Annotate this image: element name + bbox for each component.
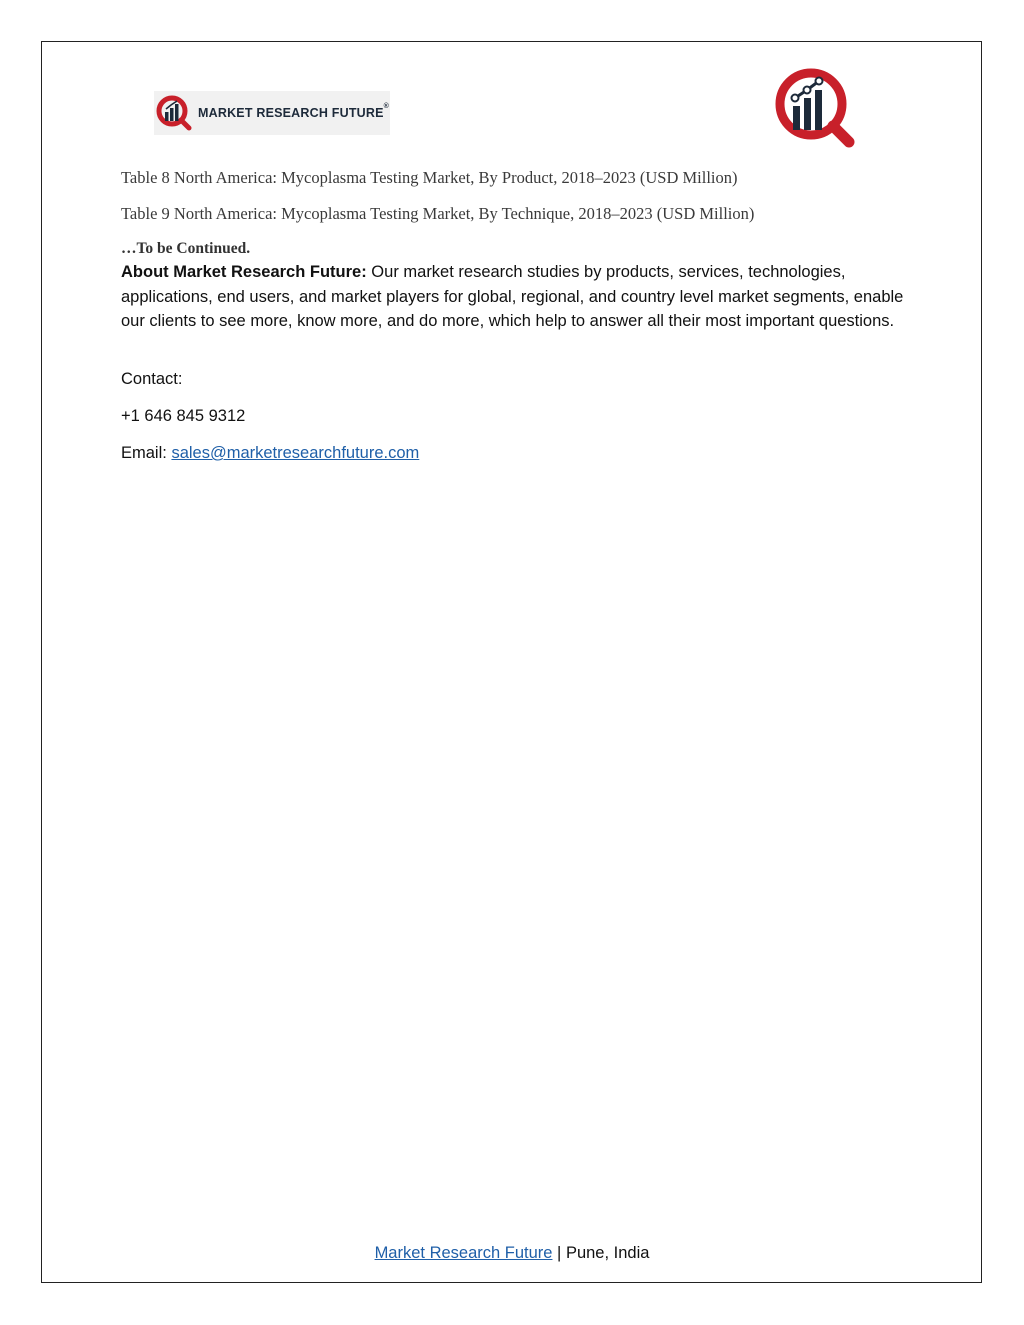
brand-logo-icon xyxy=(773,66,859,152)
about-body: Our market research studies by products, services, technologies, applications, end users, and market players for global, regional, and country level market segments, enable our clients to see more, know more, and do more, which help to answer all their most important questions. xyxy=(121,263,904,330)
contact-label: Contact: xyxy=(121,370,183,388)
logo-text-main: MARKET RESEARCH FUTURE xyxy=(198,106,384,120)
footer-separator: | xyxy=(552,1244,566,1262)
footer-link-market-research-future[interactable]: Market Research Future xyxy=(374,1244,553,1262)
page-border xyxy=(41,41,982,1283)
logo-text xyxy=(198,103,390,120)
email-link[interactable]: sales@marketresearchfuture.com xyxy=(171,444,420,462)
table-8-title: Table 8 North America: Mycoplasma Testing Market, By Product, 2018–2023 (USD Million) xyxy=(121,168,738,187)
footer-location: Pune, India xyxy=(565,1244,650,1262)
continued-note: …To be Continued. xyxy=(121,240,251,257)
about-heading: About Market Research Future: xyxy=(121,263,367,281)
about-paragraph xyxy=(121,260,921,334)
email-line xyxy=(121,444,419,463)
magnifier-chart-icon xyxy=(154,93,194,133)
brand-logo-wordmark xyxy=(154,91,390,135)
table-9-title: Table 9 North America: Mycoplasma Testing Market, By Technique, 2018–2023 (USD Million) xyxy=(121,204,755,223)
registered-mark: ® xyxy=(383,103,390,110)
footer xyxy=(0,1244,1024,1263)
email-label: Email: xyxy=(121,444,172,462)
phone-number: +1 646 845 9312 xyxy=(121,407,246,425)
